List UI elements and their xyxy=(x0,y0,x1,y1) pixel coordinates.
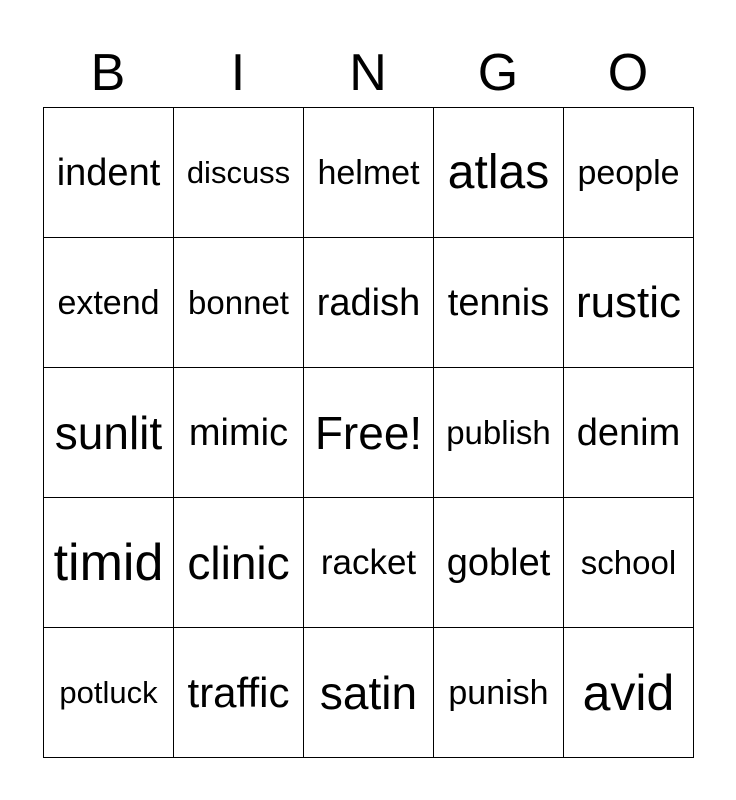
header-letter-g: G xyxy=(477,44,519,102)
bingo-cell-r3c4[interactable]: publish xyxy=(434,368,564,498)
bingo-cell-r4c1[interactable]: timid xyxy=(44,498,174,628)
bingo-cell-r1c4[interactable]: atlas xyxy=(434,108,564,238)
bingo-board xyxy=(43,107,694,758)
header-letter-n: N xyxy=(349,44,387,102)
bingo-cell-r4c5[interactable]: school xyxy=(564,498,694,628)
header-letter-i: I xyxy=(230,44,246,102)
bingo-cell-r5c4[interactable]: punish xyxy=(434,628,564,758)
header-letter-b: B xyxy=(90,44,126,102)
bingo-cell-r4c3[interactable]: racket xyxy=(304,498,434,628)
bingo-cell-r5c5[interactable]: avid xyxy=(564,628,694,758)
bingo-cell-r5c3[interactable]: satin xyxy=(304,628,434,758)
bingo-cell-r1c3[interactable]: helmet xyxy=(304,108,434,238)
bingo-cell-r3c2[interactable]: mimic xyxy=(174,368,304,498)
bingo-header xyxy=(43,40,693,106)
bingo-cell-r1c5[interactable]: people xyxy=(564,108,694,238)
bingo-cell-r3c1[interactable]: sunlit xyxy=(44,368,174,498)
bingo-cell-r1c2[interactable]: discuss xyxy=(174,108,304,238)
bingo-cell-r2c5[interactable]: rustic xyxy=(564,238,694,368)
header-letter-o: O xyxy=(607,44,649,102)
bingo-cell-r5c2[interactable]: traffic xyxy=(174,628,304,758)
bingo-cell-r3c5[interactable]: denim xyxy=(564,368,694,498)
bingo-cell-r5c1[interactable]: potluck xyxy=(44,628,174,758)
bingo-cell-r2c1[interactable]: extend xyxy=(44,238,174,368)
bingo-cell-r4c4[interactable]: goblet xyxy=(434,498,564,628)
bingo-cell-r2c4[interactable]: tennis xyxy=(434,238,564,368)
bingo-cell-r3c3-free[interactable]: Free! xyxy=(304,368,434,498)
bingo-cell-r2c2[interactable]: bonnet xyxy=(174,238,304,368)
bingo-cell-r4c2[interactable]: clinic xyxy=(174,498,304,628)
bingo-cell-r2c3[interactable]: radish xyxy=(304,238,434,368)
bingo-cell-r1c1[interactable]: indent xyxy=(44,108,174,238)
